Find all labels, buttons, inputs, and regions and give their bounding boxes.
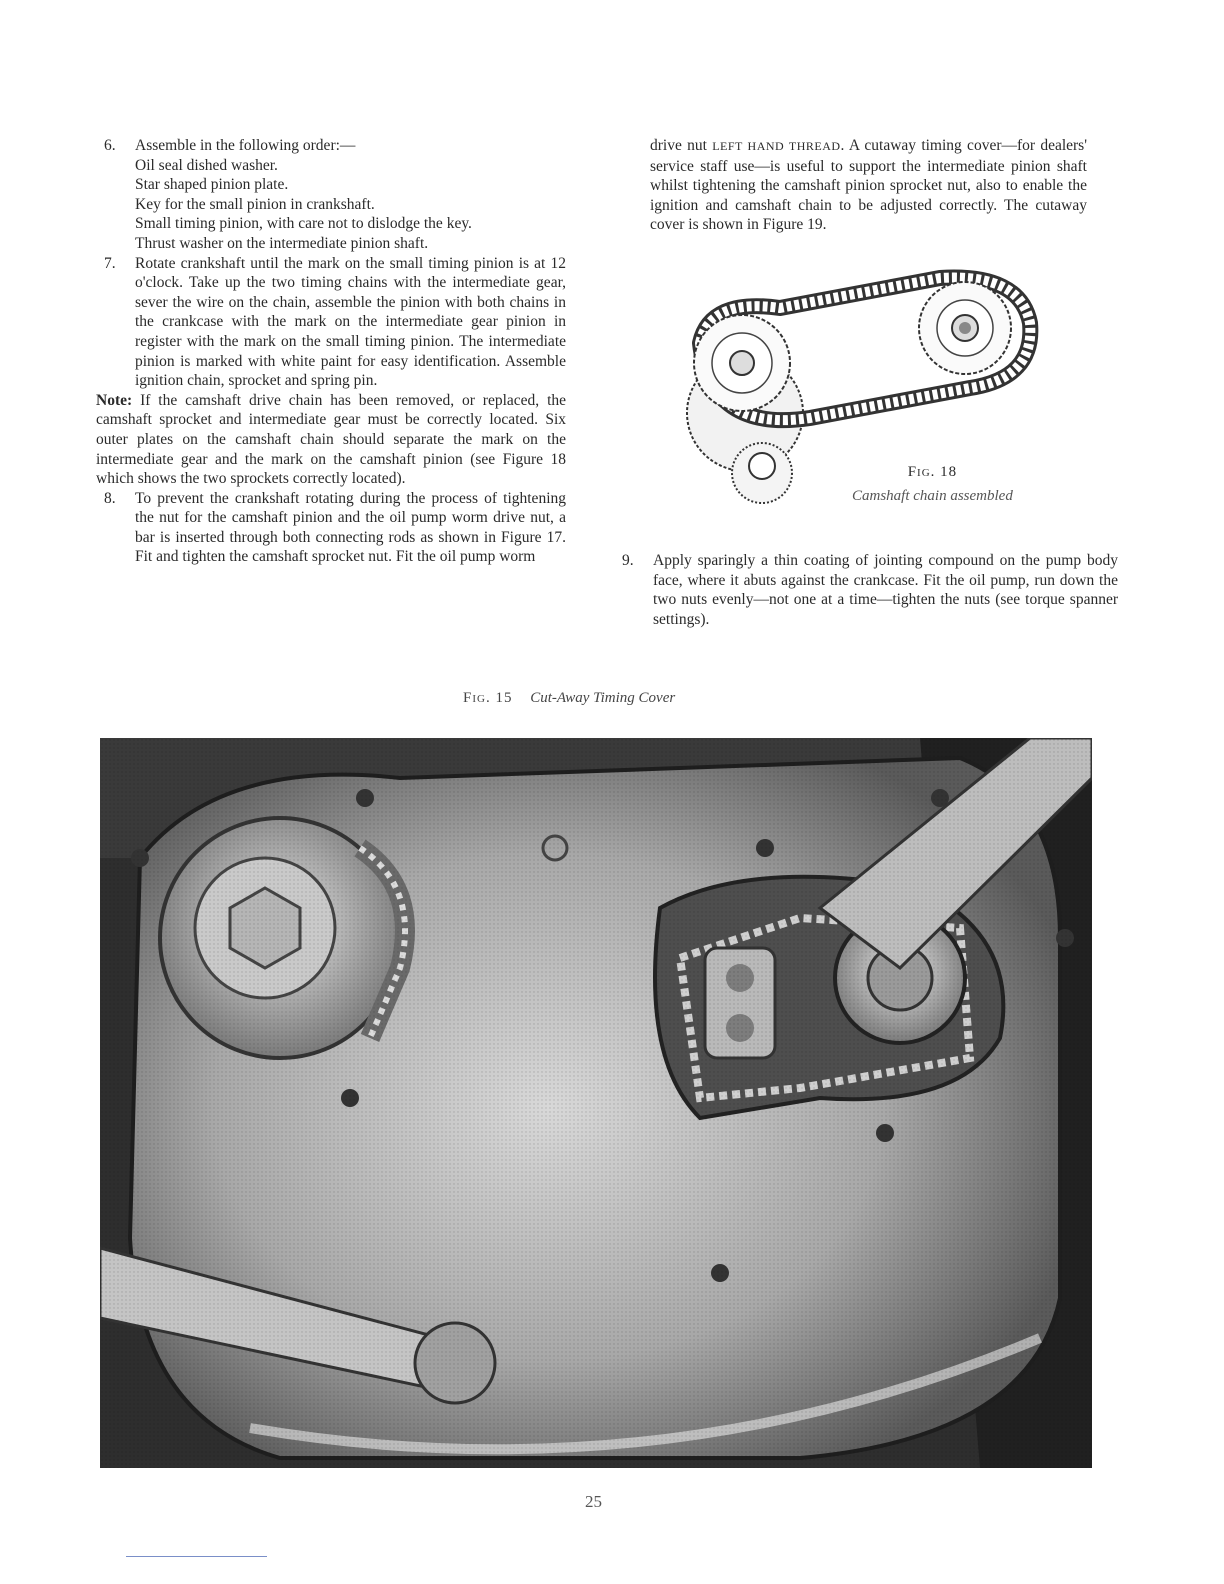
step-line: Small timing pinion, with care not to dislodge the key. — [135, 215, 472, 233]
item-number: 8. — [104, 489, 116, 507]
figure-label: Fig. 15 — [463, 690, 513, 706]
instruction-item-9 — [622, 551, 1118, 629]
instruction-item-8 — [96, 489, 566, 567]
thread-label: LEFT HAND THREAD — [712, 139, 841, 153]
figure-18-caption — [852, 460, 1013, 508]
timing-cover-photo — [100, 738, 1092, 1468]
item-number: 9. — [622, 552, 634, 569]
item-text: Apply sparingly a thin coating of jointing compound on the pump body face, where it abuts against the crankcase. Fit the oil pump, run down the two nuts evenly—not one at a time—tighten the nuts (see torque spanner settings). — [653, 552, 1118, 628]
figure-title: Camshaft chain assembled — [852, 488, 1013, 504]
note-paragraph — [96, 391, 566, 489]
item-text: To prevent the crankshaft rotating during the process of tightening the nut for the camshaft pinion and the oil pump worm drive nut, a bar is inserted through both connecting rods as shown in Figure 17. Fit and tighten the camshaft sprocket nut. Fit the oil pump worm — [135, 489, 566, 566]
instruction-item-7 — [96, 254, 566, 391]
figure-label: Fig. 18 — [907, 464, 958, 480]
continuation-rest: . A cutaway timing cover—for dealers' service staff use—is useful to support the intermediate pinion shaft whilst tightening the camshaft pinion sprocket nut, also to enable the ignition and camshaft chain to be adjusted correctly. The cutaway cover is shown in Figure 19. — [650, 137, 1087, 234]
right-column-continuation — [650, 136, 1087, 235]
item-number: 7. — [104, 254, 116, 272]
step-line: Star shaped pinion plate. — [135, 176, 289, 194]
step-line: Key for the small pinion in crankshaft. — [135, 195, 375, 213]
figure-title: Cut-Away Timing Cover — [530, 690, 676, 706]
step-line: Thrust washer on the intermediate pinion shaft. — [135, 234, 429, 252]
note-text: If the camshaft drive chain has been removed, or replaced, the camshaft sprocket and intermediate gear must be correctly located. Six outer plates on the camshaft chain should separate the mark on the intermediate gear and the mark on the camshaft pinion (see Figure 18 which shows the two sprockets correctly located). — [96, 391, 567, 488]
step-line: Oil seal dished washer. — [135, 156, 278, 174]
item-intro: Assemble in the following order:— — [135, 137, 356, 154]
page-number: 25 — [585, 1492, 602, 1511]
figure-15-caption — [463, 690, 675, 707]
item-number: 6. — [104, 137, 116, 154]
left-column — [96, 136, 566, 567]
instruction-item-6 — [96, 136, 566, 254]
note-label: Note: — [96, 391, 133, 409]
item-text: Rotate crankshaft until the mark on the small timing pinion is at 12 o'clock. Take up the two timing chains with the intermediate gear, sever the wire on the chain, assemble the pinion with both chains in the crankcase with the mark on the intermediate gear pinion in register with the mark on the small timing pinion. The intermediate pinion is marked with white paint for easy identification. Assemble ignition chain, sprocket and spring pin. — [135, 254, 566, 390]
continuation-start: drive nut — [650, 137, 707, 154]
footer-rule — [126, 1556, 267, 1557]
